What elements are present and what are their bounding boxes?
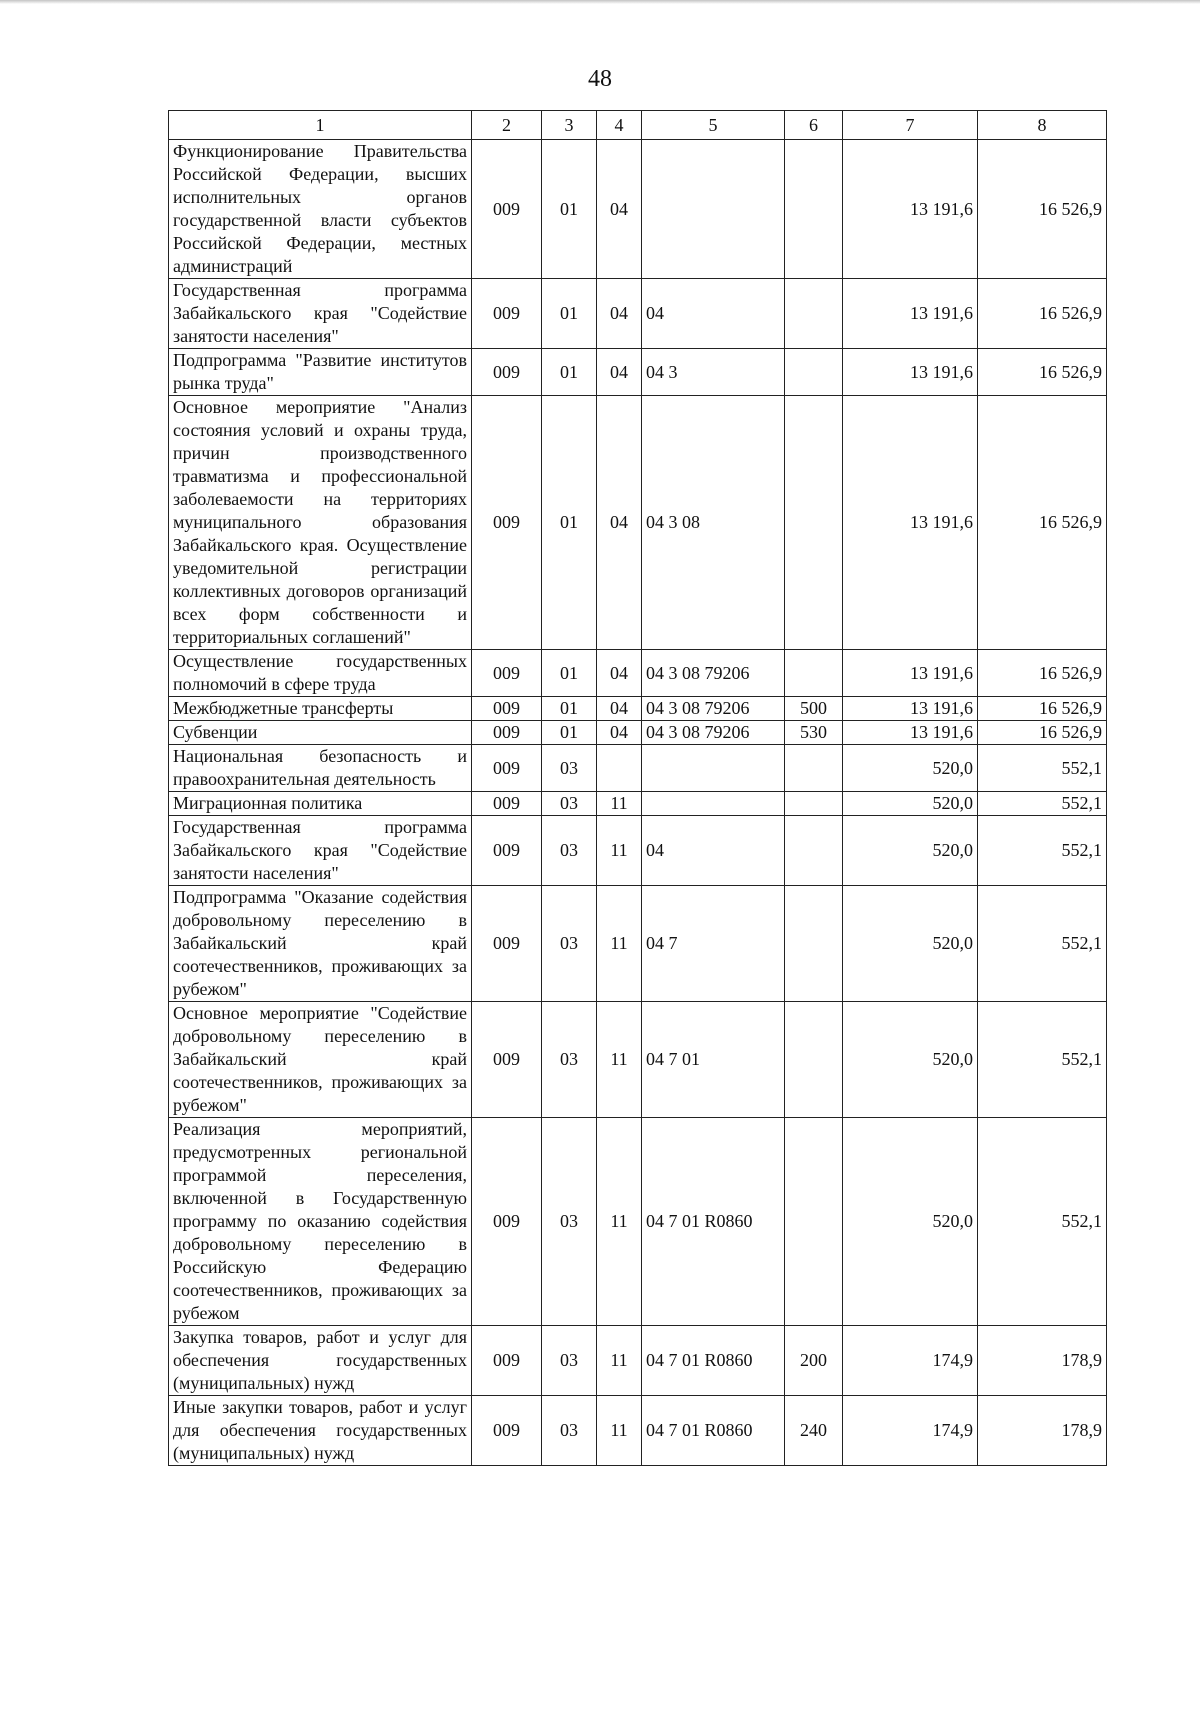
row-section: 03 xyxy=(542,745,597,792)
row-amount-year1: 13 191,6 xyxy=(843,396,978,650)
row-amount-year1: 13 191,6 xyxy=(843,697,978,721)
table-row xyxy=(169,140,1107,279)
col-header-7: 7 xyxy=(843,111,978,140)
row-amount-year1: 520,0 xyxy=(843,745,978,792)
col-header-5: 5 xyxy=(642,111,785,140)
row-subsection: 11 xyxy=(597,1326,642,1396)
row-expense-type xyxy=(785,396,843,650)
row-amount-year2: 16 526,9 xyxy=(978,721,1107,745)
row-amount-year2: 552,1 xyxy=(978,745,1107,792)
row-amount-year2: 16 526,9 xyxy=(978,697,1107,721)
row-section: 01 xyxy=(542,697,597,721)
row-admin-code: 009 xyxy=(472,1002,542,1118)
col-header-1: 1 xyxy=(169,111,472,140)
row-expense-type xyxy=(785,1118,843,1326)
table-row xyxy=(169,279,1107,349)
table-row xyxy=(169,1118,1107,1326)
table-row xyxy=(169,721,1107,745)
row-amount-year2: 16 526,9 xyxy=(978,396,1107,650)
row-expense-type: 240 xyxy=(785,1396,843,1466)
row-section: 03 xyxy=(542,1396,597,1466)
table-row xyxy=(169,745,1107,792)
row-name: Субвенции xyxy=(169,721,472,745)
row-target-article: 04 7 01 R0860 xyxy=(642,1396,785,1466)
row-name: Национальная безопасность и правоохранительная деятельность xyxy=(169,745,472,792)
row-section: 01 xyxy=(542,349,597,396)
scan-edge xyxy=(0,0,1200,4)
row-name: Функционирование Правительства Российской Федерации, высших исполнительных органов государственной власти субъектов Российской Федерации, местных администраций xyxy=(169,140,472,279)
row-section: 03 xyxy=(542,1118,597,1326)
row-name: Подпрограмма "Оказание содействия добровольному переселению в Забайкальский край соотечественников, проживающих за рубежом" xyxy=(169,886,472,1002)
row-subsection: 04 xyxy=(597,349,642,396)
row-amount-year1: 13 191,6 xyxy=(843,140,978,279)
row-subsection xyxy=(597,745,642,792)
row-section: 03 xyxy=(542,816,597,886)
col-header-2: 2 xyxy=(472,111,542,140)
row-admin-code: 009 xyxy=(472,1396,542,1466)
row-expense-type: 500 xyxy=(785,697,843,721)
row-subsection: 04 xyxy=(597,396,642,650)
row-amount-year1: 13 191,6 xyxy=(843,279,978,349)
row-amount-year2: 16 526,9 xyxy=(978,140,1107,279)
page-number: 48 xyxy=(588,66,612,92)
row-subsection: 11 xyxy=(597,816,642,886)
row-target-article: 04 7 01 R0860 xyxy=(642,1326,785,1396)
row-expense-type xyxy=(785,1002,843,1118)
row-amount-year2: 552,1 xyxy=(978,1118,1107,1326)
row-name: Подпрограмма "Развитие институтов рынка труда" xyxy=(169,349,472,396)
table-row xyxy=(169,792,1107,816)
row-amount-year1: 174,9 xyxy=(843,1396,978,1466)
row-target-article xyxy=(642,792,785,816)
row-amount-year1: 520,0 xyxy=(843,1002,978,1118)
row-section: 03 xyxy=(542,886,597,1002)
row-subsection: 04 xyxy=(597,650,642,697)
row-target-article: 04 3 xyxy=(642,349,785,396)
col-header-4: 4 xyxy=(597,111,642,140)
row-admin-code: 009 xyxy=(472,721,542,745)
row-amount-year2: 178,9 xyxy=(978,1396,1107,1466)
table-row xyxy=(169,349,1107,396)
row-name: Основное мероприятие "Содействие добровольному переселению в Забайкальский край соотечественников, проживающих за рубежом" xyxy=(169,1002,472,1118)
table-row xyxy=(169,1396,1107,1466)
row-expense-type xyxy=(785,886,843,1002)
row-expense-type xyxy=(785,140,843,279)
row-subsection: 04 xyxy=(597,279,642,349)
header-row xyxy=(169,111,1107,140)
row-admin-code: 009 xyxy=(472,140,542,279)
row-subsection: 11 xyxy=(597,1118,642,1326)
row-amount-year2: 178,9 xyxy=(978,1326,1107,1396)
row-name: Межбюджетные трансферты xyxy=(169,697,472,721)
row-amount-year1: 13 191,6 xyxy=(843,721,978,745)
row-subsection: 11 xyxy=(597,1396,642,1466)
row-expense-type xyxy=(785,745,843,792)
row-target-article xyxy=(642,140,785,279)
table-row xyxy=(169,650,1107,697)
row-expense-type: 200 xyxy=(785,1326,843,1396)
budget-table xyxy=(168,110,1107,1466)
col-header-3: 3 xyxy=(542,111,597,140)
row-admin-code: 009 xyxy=(472,886,542,1002)
row-subsection: 04 xyxy=(597,140,642,279)
row-amount-year1: 174,9 xyxy=(843,1326,978,1396)
row-amount-year1: 13 191,6 xyxy=(843,650,978,697)
row-target-article: 04 3 08 79206 xyxy=(642,697,785,721)
row-name: Реализация мероприятий, предусмотренных региональной программой переселения, включенной в Государственную программу по оказанию содействия добровольному переселению в Российскую Федерацию соотечественников, проживающих за рубежом xyxy=(169,1118,472,1326)
row-subsection: 11 xyxy=(597,886,642,1002)
row-section: 01 xyxy=(542,279,597,349)
row-expense-type xyxy=(785,816,843,886)
row-name: Основное мероприятие "Анализ состояния условий и охраны труда, причин производственного травматизма и профессиональной заболеваемости на территориях муниципального образования Забайкальского края. Осуществление уведомительной регистрации коллективных договоров организаций всех форм собственности и территориальных соглашений" xyxy=(169,396,472,650)
row-amount-year1: 13 191,6 xyxy=(843,349,978,396)
row-amount-year1: 520,0 xyxy=(843,792,978,816)
row-name: Осуществление государственных полномочий в сфере труда xyxy=(169,650,472,697)
row-amount-year2: 16 526,9 xyxy=(978,349,1107,396)
col-header-8: 8 xyxy=(978,111,1107,140)
row-section: 03 xyxy=(542,1002,597,1118)
row-amount-year2: 16 526,9 xyxy=(978,279,1107,349)
row-amount-year2: 552,1 xyxy=(978,816,1107,886)
row-admin-code: 009 xyxy=(472,792,542,816)
row-section: 01 xyxy=(542,140,597,279)
row-target-article: 04 3 08 79206 xyxy=(642,650,785,697)
row-admin-code: 009 xyxy=(472,697,542,721)
row-expense-type: 530 xyxy=(785,721,843,745)
row-expense-type xyxy=(785,650,843,697)
table-row xyxy=(169,1002,1107,1118)
row-amount-year2: 16 526,9 xyxy=(978,650,1107,697)
row-section: 01 xyxy=(542,396,597,650)
row-amount-year2: 552,1 xyxy=(978,792,1107,816)
row-target-article: 04 3 08 79206 xyxy=(642,721,785,745)
row-name: Миграционная политика xyxy=(169,792,472,816)
row-name: Иные закупки товаров, работ и услуг для обеспечения государственных (муниципальных) нужд xyxy=(169,1396,472,1466)
row-name: Закупка товаров, работ и услуг для обеспечения государственных (муниципальных) нужд xyxy=(169,1326,472,1396)
row-amount-year2: 552,1 xyxy=(978,1002,1107,1118)
row-admin-code: 009 xyxy=(472,349,542,396)
row-target-article: 04 xyxy=(642,816,785,886)
row-admin-code: 009 xyxy=(472,396,542,650)
table-row xyxy=(169,886,1107,1002)
row-expense-type xyxy=(785,349,843,396)
row-expense-type xyxy=(785,792,843,816)
table-row xyxy=(169,1326,1107,1396)
row-target-article: 04 7 01 R0860 xyxy=(642,1118,785,1326)
row-subsection: 11 xyxy=(597,792,642,816)
row-name: Государственная программа Забайкальского края "Содействие занятости населения" xyxy=(169,816,472,886)
row-target-article xyxy=(642,745,785,792)
row-section: 03 xyxy=(542,1326,597,1396)
row-target-article: 04 3 08 xyxy=(642,396,785,650)
table-row xyxy=(169,697,1107,721)
row-section: 01 xyxy=(542,650,597,697)
row-subsection: 04 xyxy=(597,721,642,745)
row-subsection: 04 xyxy=(597,697,642,721)
col-header-6: 6 xyxy=(785,111,843,140)
row-admin-code: 009 xyxy=(472,279,542,349)
row-target-article: 04 7 xyxy=(642,886,785,1002)
row-target-article: 04 xyxy=(642,279,785,349)
row-subsection: 11 xyxy=(597,1002,642,1118)
row-amount-year2: 552,1 xyxy=(978,886,1107,1002)
row-amount-year1: 520,0 xyxy=(843,816,978,886)
row-admin-code: 009 xyxy=(472,816,542,886)
row-admin-code: 009 xyxy=(472,1326,542,1396)
row-admin-code: 009 xyxy=(472,650,542,697)
table-row xyxy=(169,816,1107,886)
row-admin-code: 009 xyxy=(472,745,542,792)
row-name: Государственная программа Забайкальского края "Содействие занятости населения" xyxy=(169,279,472,349)
table-row xyxy=(169,396,1107,650)
row-section: 03 xyxy=(542,792,597,816)
row-admin-code: 009 xyxy=(472,1118,542,1326)
row-section: 01 xyxy=(542,721,597,745)
row-expense-type xyxy=(785,279,843,349)
row-amount-year1: 520,0 xyxy=(843,886,978,1002)
row-amount-year1: 520,0 xyxy=(843,1118,978,1326)
row-target-article: 04 7 01 xyxy=(642,1002,785,1118)
